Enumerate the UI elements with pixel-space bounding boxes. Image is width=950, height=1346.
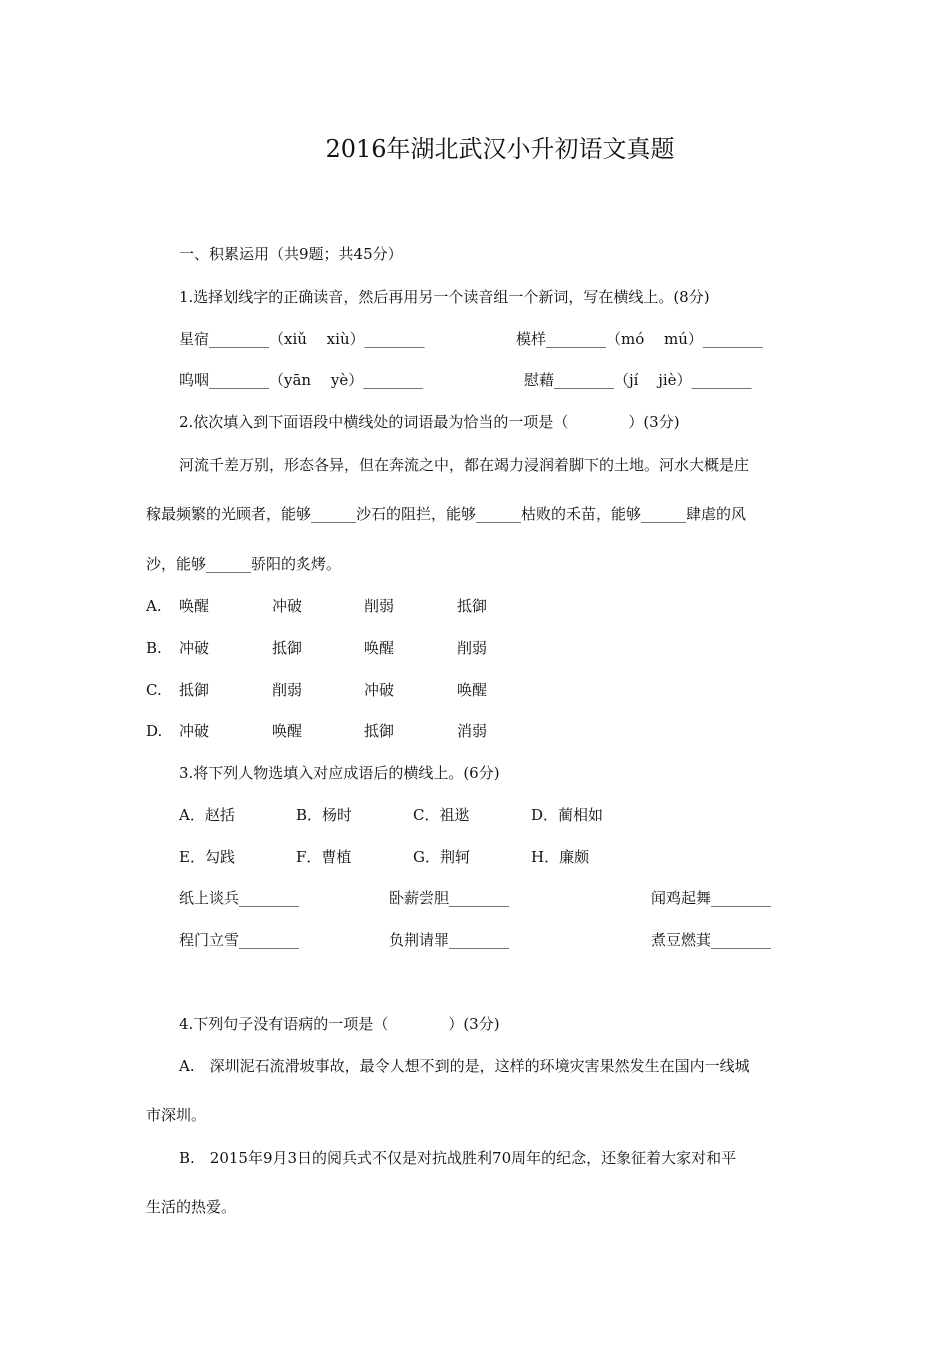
section-heading: 一、积累运用（共9题；共45分） <box>179 245 403 263</box>
idiom-blank: 纸上谈兵________ <box>179 889 300 907</box>
option-word: 抵御 <box>364 722 395 740</box>
person-option: F．曹植 <box>296 848 352 866</box>
option-word: 唤醒 <box>179 597 210 615</box>
q1-row1-left: 星宿________（xiǔ xiù）________ <box>179 330 425 348</box>
idiom-blank: 程门立雪________ <box>179 931 300 949</box>
q4-option-a: A. 深圳泥石流滑坡事故，最令人想不到的是，这样的环境灾害果然发生在国内一线城 <box>179 1057 750 1075</box>
option-word: 抵御 <box>272 639 303 657</box>
person-option: A．赵括 <box>179 806 235 824</box>
option-word: 冲破 <box>364 681 395 699</box>
option-word: 消弱 <box>457 722 488 740</box>
q2-para-line: 沙，能够______骄阳的炙烤。 <box>146 555 342 573</box>
option-word: 抵御 <box>457 597 488 615</box>
person-option: C．祖逖 <box>413 806 470 824</box>
option-word: 抵御 <box>179 681 210 699</box>
option-letter: C. <box>146 681 162 699</box>
option-word: 唤醒 <box>272 722 303 740</box>
page-title: 2016年湖北武汉小升初语文真题 <box>325 135 675 163</box>
idiom-blank: 负荆请罪________ <box>389 931 510 949</box>
person-option: H．廉颇 <box>531 848 590 866</box>
q1-row2-right: 慰藉________（jí jiè）________ <box>524 371 752 389</box>
q4-option-b-cont: 生活的热爱。 <box>146 1198 237 1216</box>
option-word: 冲破 <box>179 639 210 657</box>
option-word: 冲破 <box>179 722 210 740</box>
option-letter: A. <box>146 597 162 615</box>
q4-stem: 4.下列句子没有语病的一项是（ ）(3分) <box>179 1015 500 1033</box>
q1-row1-right: 模样________（mó mú）________ <box>516 330 763 348</box>
option-word: 削弱 <box>272 681 303 699</box>
q3-stem: 3.将下列人物选填入对应成语后的横线上。(6分) <box>179 764 500 782</box>
q2-stem: 2.依次填入到下面语段中横线处的词语最为恰当的一项是（ ）(3分) <box>179 413 680 431</box>
idiom-blank: 卧薪尝胆________ <box>389 889 510 907</box>
q2-para-line: 稼最频繁的光顾者，能够______沙石的阻拦，能够______枯败的禾苗，能够______肆虐的风 <box>146 505 747 523</box>
person-option: G．荆轲 <box>413 848 470 866</box>
option-word: 唤醒 <box>364 639 395 657</box>
person-option: E．勾践 <box>179 848 235 866</box>
q2-para-line: 河流千差万别，形态各异，但在奔流之中，都在竭力浸润着脚下的土地。河水大概是庄 <box>179 456 750 474</box>
idiom-blank: 煮豆燃萁________ <box>651 931 772 949</box>
option-word: 冲破 <box>272 597 303 615</box>
person-option: B．杨时 <box>296 806 353 824</box>
option-word: 削弱 <box>457 639 488 657</box>
option-letter: D. <box>146 722 163 740</box>
q4-option-a-cont: 市深圳。 <box>146 1106 207 1124</box>
idiom-blank: 闻鸡起舞________ <box>651 889 772 907</box>
q1-stem: 1.选择划线字的正确读音，然后再用另一个读音组一个新词，写在横线上。(8分) <box>179 288 710 306</box>
option-letter: B. <box>146 639 162 657</box>
option-word: 唤醒 <box>457 681 488 699</box>
person-option: D．蔺相如 <box>531 806 604 824</box>
q1-row2-left: 呜咽________（yān yè）________ <box>179 371 424 389</box>
option-word: 削弱 <box>364 597 395 615</box>
q4-option-b: B. 2015年9月3日的阅兵式不仅是对抗战胜利70周年的纪念，还象征着大家对和平 <box>179 1149 737 1167</box>
